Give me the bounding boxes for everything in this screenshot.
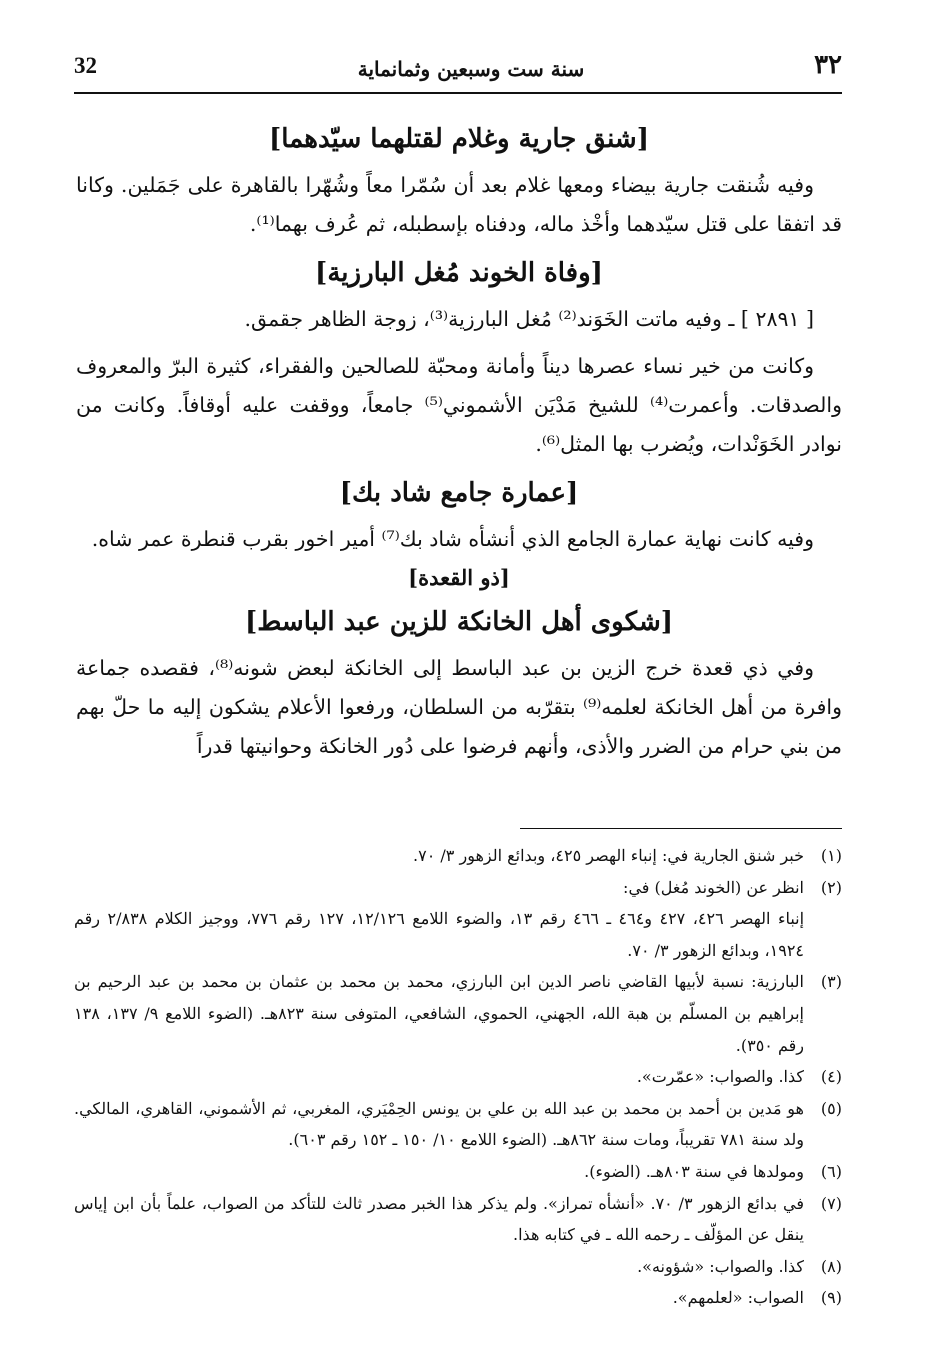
footnote-text: في بدائع الزهور ٣/ ٧٠. «أنشأه تمراز». ولم يذكر هذا الخبر مصدر ثالث للتأكد من الصواب، علماً بأن ابن إياس ينقل عن المؤلّف ـ رحمه الله ـ في كتابه هذا. — [74, 1193, 804, 1245]
paragraph: وكانت من خير نساء عصرها ديناً وأمانة ومحبّة للصالحين والفقراء، كثيرة البرّ والمعروف والصدقات. وأعمرت⁽⁴⁾ للشيخ مَدْيَن الأشموني⁽⁵⁾ جامعاً، ووقفت عليه أوقافاً. وكانت من نوادر الخَوَنْدات، ويُضرب بها المثل⁽⁶⁾. — [76, 354, 842, 456]
footnote-text: خبر شنق الجارية في: إنباء الهصر ٤٢٥، وبدائع الزهور ٣/ ٧٠. — [413, 846, 804, 865]
footnote-number: (١) — [820, 846, 842, 865]
page-number-arabic: ٣٢ — [814, 50, 842, 80]
page-number: 32 — [74, 53, 97, 78]
footnote-text: ومولدها في سنة ٨٠٣هـ. (الضوء). — [584, 1161, 804, 1181]
section-heading: [شنق جارية وغلام لقتلهما سيّدهما] — [268, 124, 650, 154]
section-heading: [عمارة جامع شاد بك] — [339, 478, 579, 508]
footnote — [74, 840, 842, 872]
paragraph: [ ٢٨٩١ ] ـ وفيه ماتت الخَوَند⁽²⁾ مُغل البارزية⁽³⁾، زوجة الظاهر جقمق. — [244, 307, 814, 331]
footnote-text — [74, 872, 804, 967]
footnote — [74, 966, 842, 1061]
footnote-line: انظر عن (الخوند مُغل) في: — [623, 877, 804, 897]
section-heading: [شكوى أهل الخانكة للزين عبد الباسط] — [244, 607, 674, 637]
footnote-rule — [520, 828, 842, 829]
footnote-text: كذا. والصواب: «عمّرت». — [636, 1067, 804, 1087]
footnote — [74, 1061, 842, 1093]
section-heading: [وفاة الخوند مُغل البارزية] — [315, 258, 603, 288]
month-heading: [ذو القعدة] — [408, 565, 510, 590]
footnote — [74, 1156, 842, 1188]
main-text — [76, 112, 842, 766]
footnote-number: (٦) — [820, 1161, 842, 1181]
running-title: سنة ست وسبعين وثمانماية — [357, 57, 585, 81]
footnote — [74, 872, 842, 967]
footnote — [74, 1093, 842, 1156]
footnote-line: إنباء الهصر ٤٢٦، ٤٢٧ و٤٦٤ ـ ٤٦٦ رقم ١٣، والضوء اللامع ١٢/١٢٦، ١٢٧ رقم ٧٧٦، ووجيز الكلام ٢/٨٣٨ رقم ١٩٢٤، وبدائع الزهور ٣/ ٧٠. — [74, 909, 805, 960]
footnote — [74, 1188, 842, 1251]
paragraph: وفي ذي قعدة خرج الزين بن عبد الباسط إلى الخانكة لبعض شونه⁽⁸⁾، فقصده جماعة وافرة من أهل الخانكة لعلمه⁽⁹⁾ بتقرّبه من السلطان، ورفعوا الأعلام يشكون إليه ما حلّ بهم من بني حرام من الضرر والأذى، وأنهم فرضوا على دُور الخانكة وحوانيتها قدراً — [76, 656, 842, 758]
footnote-text: الصواب: «لعلمهم». — [672, 1288, 804, 1308]
footnotes — [74, 840, 842, 1314]
footnote-number: (٩) — [820, 1288, 842, 1308]
footnote-number: (٢) — [820, 877, 842, 897]
footnote — [74, 1251, 842, 1283]
footnote-number: (٣) — [820, 972, 842, 992]
footnote-number: (٨) — [820, 1256, 842, 1276]
footnote-text: كذا. والصواب: «شؤونه». — [637, 1256, 804, 1276]
footnote-number: (٧) — [820, 1193, 842, 1213]
footnote-number: (٥) — [820, 1098, 842, 1118]
footnote-text: البارزية: نسبة لأبيها القاضي ناصر الدين ابن البارزي، محمد بن محمد بن عثمان بن محمد بن عبد الرحيم بن إبراهيم بن المسلّم بن هبة الله، الجهني، الحموي، الشافعي، المتوفى سنة ٨٢٣هـ. (الضوء اللامع ٩/ ١٣٧، ١٣٨ رقم ٣٥٠). — [74, 972, 804, 1055]
paragraph: وفيه كانت نهاية عمارة الجامع الذي أنشأه شاد بك⁽⁷⁾ أمير اخور بقرب قنطرة عمر شاه. — [91, 527, 814, 551]
paragraph: وفيه شُنقت جارية بيضاء ومعها غلام بعد أن سُمّرا معاً وشُهّرا بالقاهرة على جَمَلين. وكانا قد اتفقا على قتل سيّدهما وأخْذ ماله، ودفناه بإسطبله، ثم عُرف بهما⁽¹⁾. — [76, 173, 842, 236]
footnote — [74, 1282, 842, 1314]
header-rule — [74, 92, 842, 94]
footnote-text: هو مَدين بن أحمد بن محمد بن عبد الله بن علي بن يونس الحِمْيَري، المغربي، ثم الأشموني، القاهري، المالكي. ولد سنة ٧٨١ تقريباً، ومات سنة ٨٦٢هـ. (الضوء اللامع ١٠/ ١٥٠ ـ ١٥٢ رقم ٦٠٣). — [74, 1098, 804, 1150]
footnote-number: (٤) — [820, 1067, 842, 1087]
